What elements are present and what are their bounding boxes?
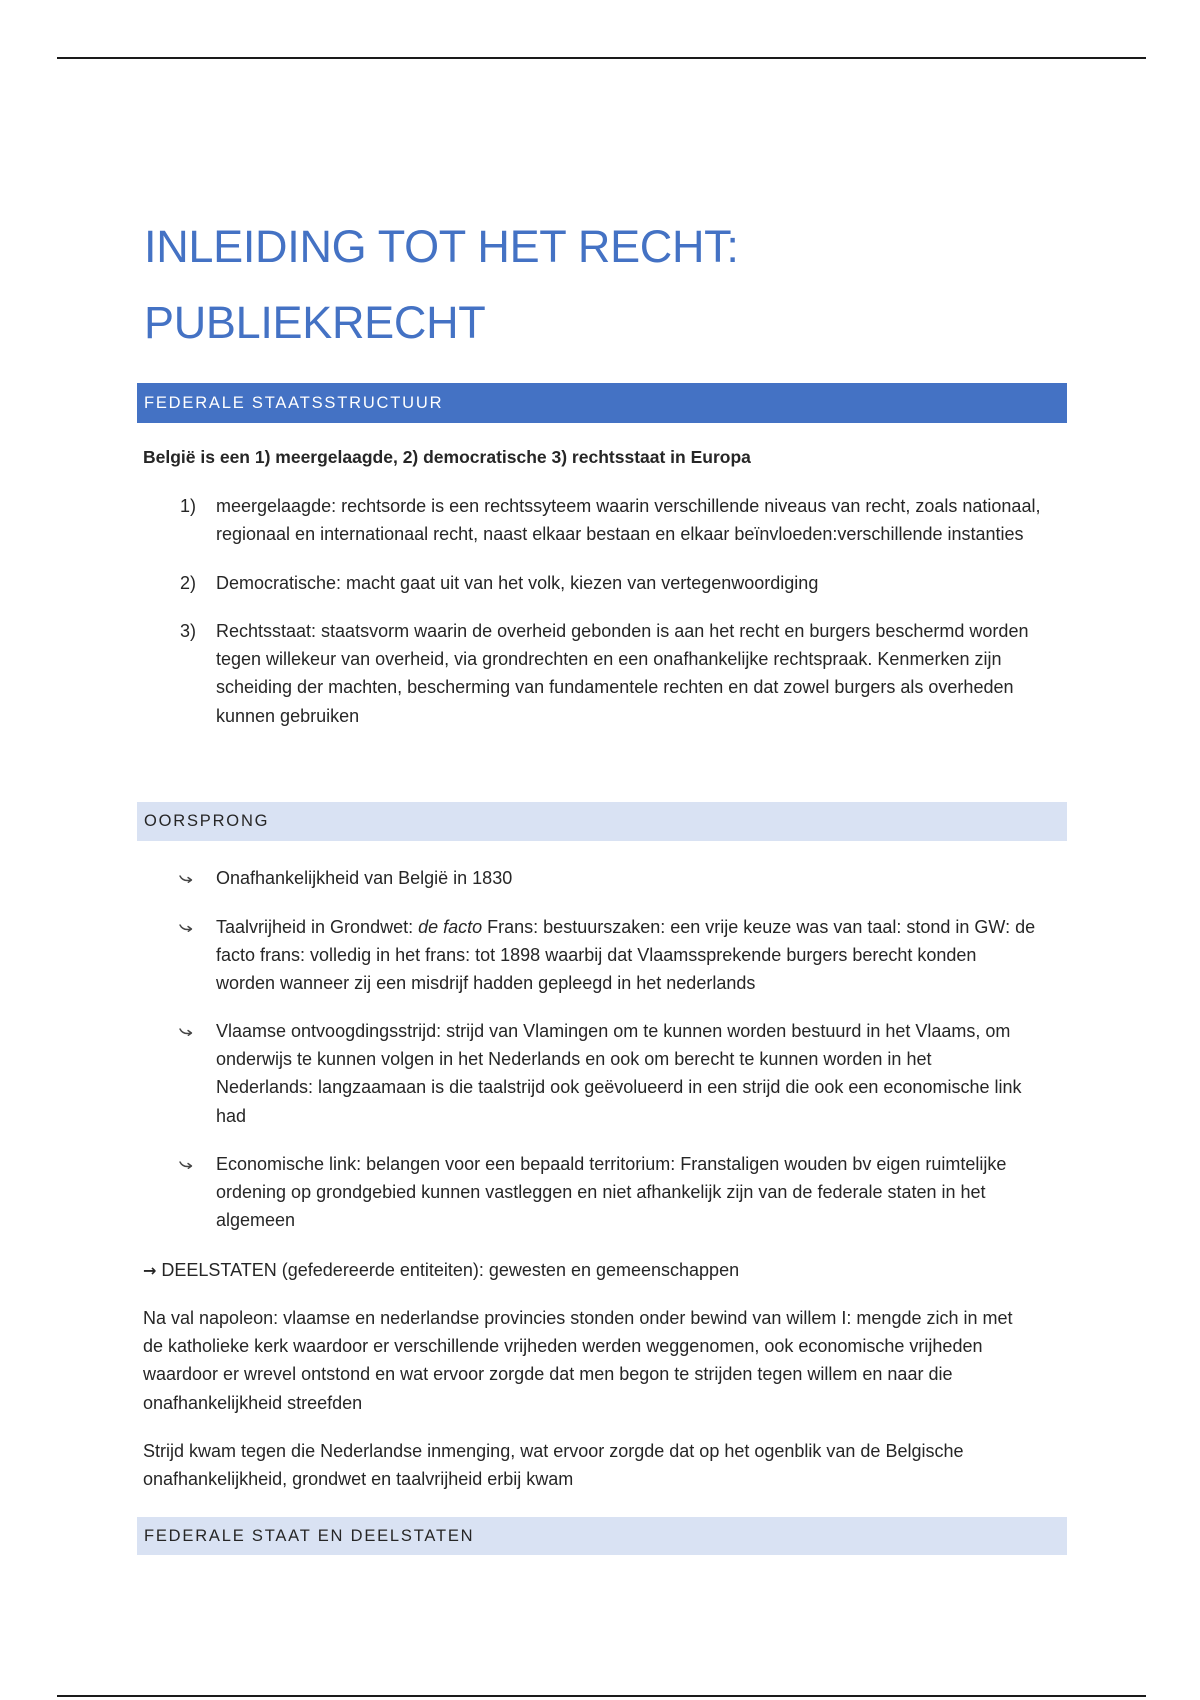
numbered-list-item xyxy=(180,569,819,597)
document-title xyxy=(144,209,739,361)
list-item-line: Nederlands: langzaamaan is die taalstrijd ook geëvolueerd in een strijd die ook een economische link xyxy=(216,1077,1022,1098)
list-number: 1) xyxy=(180,496,197,516)
section-heading-text: FEDERALE STAAT EN DEELSTATEN xyxy=(144,1526,475,1545)
curved-arrow-bullet-icon xyxy=(179,1026,194,1037)
body-paragraph xyxy=(143,1437,964,1493)
list-item-line: regionaal en internationaal recht, naast elkaar bestaan en elkaar beïnvloeden:verschillende instanties xyxy=(216,524,1024,545)
list-item-line: Rechtsstaat: staatsvorm waarin de overheid gebonden is aan het recht en burgers beschermd worden xyxy=(216,621,1029,641)
text-segment: Frans: bestuurszaken: een vrije keuze was van taal: stond in GW: de xyxy=(482,917,1036,937)
list-item-line: scheiding der machten, bescherming van fundamentele rechten en dat zowel burgers als overheden xyxy=(216,677,1014,698)
arrow-right-icon: → xyxy=(143,1261,157,1280)
paragraph-line: Strijd kwam tegen die Nederlandse inmenging, wat ervoor zorgde dat op het ogenblik van de Belgische xyxy=(143,1441,964,1461)
section-heading-text: FEDERALE STAATSSTRUCTUUR xyxy=(144,393,444,412)
list-item-line: algemeen xyxy=(216,1210,296,1231)
deelstaten-note xyxy=(143,1256,739,1285)
list-item-line: Onafhankelijkheid van België in 1830 xyxy=(216,868,513,888)
curved-arrow-bullet-icon xyxy=(179,873,194,884)
footer-rule xyxy=(57,1695,1146,1697)
list-item-line: kunnen gebruiken xyxy=(216,705,360,726)
list-item-line: onderwijs te kunnen volgen in het Nederlands en ook om berecht te kunnen worden in het xyxy=(216,1049,932,1070)
intro-statement: België is een 1) meergelaagde, 2) democratische 3) rechtsstaat in Europa xyxy=(143,447,751,467)
list-item-line: ordening op grondgebied kunnen vastleggen en niet afhankelijk zijn van de federale staten in het xyxy=(216,1182,986,1203)
note-text: DEELSTATEN (gefedereerde entiteiten): gewesten en gemeenschappen xyxy=(161,1260,740,1280)
list-item-line: facto frans: volledig in het frans: tot 1898 waarbij dat Vlaamssprekende burgers berecht konden xyxy=(216,945,977,966)
list-item-line: meergelaagde: rechtsorde is een rechtssyteem waarin verschillende niveaus van recht, zoals nationaal, xyxy=(216,496,1041,516)
bullet-list-item xyxy=(216,1150,1006,1235)
text-segment: Taalvrijheid in Grondwet: xyxy=(216,917,419,937)
paragraph-line: Na val napoleon: vlaamse en nederlandse provincies stonden onder bewind van willem I: mengde zich in met xyxy=(143,1308,1013,1328)
paragraph-line: onafhankelijkheid, grondwet en taalvrijheid erbij kwam xyxy=(143,1469,574,1490)
body-paragraph xyxy=(143,1304,1013,1417)
bullet-list-item xyxy=(216,864,512,892)
title-line: PUBLIEKRECHT xyxy=(144,297,486,348)
title-line: INLEIDING TOT HET RECHT: xyxy=(144,221,739,272)
header-rule xyxy=(57,57,1146,59)
list-number: 2) xyxy=(180,573,197,593)
section-heading-oorsprong xyxy=(137,802,1067,841)
bullet-list-item xyxy=(216,1017,1021,1130)
paragraph-line: de katholieke kerk waardoor er verschillende vrijheden werden weggenomen, ook economische vrijheden xyxy=(143,1336,983,1357)
curved-arrow-bullet-icon xyxy=(179,922,194,933)
curved-arrow-bullet-icon xyxy=(179,1159,194,1170)
section-heading-federale-staatsstructuur xyxy=(137,383,1067,423)
paragraph-line: onafhankelijkheid streefden xyxy=(143,1392,363,1413)
list-item-line: Vlaamse ontvoogdingsstrijd: strijd van Vlamingen om te kunnen worden bestuurd in het Vlaams, om xyxy=(216,1021,1011,1041)
list-item-line: worden wanneer zij een misdrijf hadden gepleegd in het nederlands xyxy=(216,973,756,994)
list-item-line: Democratische: macht gaat uit van het volk, kiezen van vertegenwoordiging xyxy=(216,573,819,593)
list-item-line: had xyxy=(216,1105,247,1126)
numbered-list-item xyxy=(180,617,1029,730)
section-heading-federale-staat-en-deelstaten xyxy=(137,1517,1067,1555)
list-item-line: tegen willekeur van overheid, via grondrechten en een onafhankelijke rechtspraak. Kenmerken zijn xyxy=(216,649,1002,670)
bullet-list-item xyxy=(216,913,1035,998)
italic-text-segment: de facto xyxy=(418,917,483,937)
list-item-line: Economische link: belangen voor een bepaald territorium: Franstaligen wouden bv eigen ruimtelijke xyxy=(216,1154,1007,1174)
numbered-list-item xyxy=(180,492,1041,548)
list-item-line xyxy=(216,913,1035,941)
paragraph-line: waardoor er wrevel ontstond en wat ervoor zorgde dat men begon te strijden tegen willem en naar die xyxy=(143,1364,953,1385)
list-number: 3) xyxy=(180,621,197,641)
section-heading-text: OORSPRONG xyxy=(144,812,270,830)
